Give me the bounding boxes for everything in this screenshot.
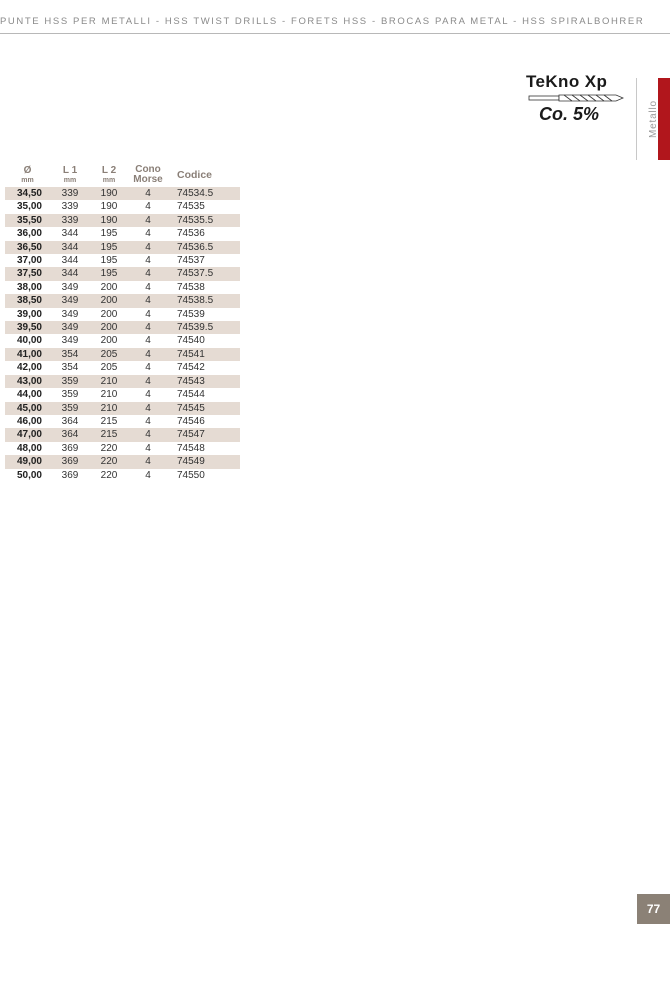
cell-cono: 4 bbox=[145, 201, 151, 213]
cell-dia: 35,00 bbox=[16, 201, 42, 213]
cell-code: 74539 bbox=[177, 308, 205, 320]
column-label: Ø bbox=[23, 165, 32, 176]
column-unit: mm bbox=[102, 177, 116, 184]
cell-l2: 205 bbox=[90, 348, 128, 361]
cell-l1: 364 bbox=[50, 428, 90, 441]
cell-code: 74537.5 bbox=[168, 267, 240, 280]
column-header-cono bbox=[128, 163, 168, 187]
cell-dia: 39,50 bbox=[5, 321, 50, 334]
column-header-diameter bbox=[5, 163, 50, 187]
cell-l1: 369 bbox=[61, 442, 79, 454]
cell-code: 74548 bbox=[177, 442, 205, 454]
cell-l1: 364 bbox=[61, 415, 79, 427]
cell-dia: 39,00 bbox=[16, 308, 42, 320]
cell-cono: 4 bbox=[128, 455, 168, 468]
cell-cono: 4 bbox=[128, 187, 168, 200]
twist-drill-icon bbox=[528, 93, 624, 103]
cell-l2: 220 bbox=[90, 455, 128, 468]
table-row bbox=[5, 267, 240, 280]
column-header-l2 bbox=[90, 163, 128, 187]
cell-dia: 45,00 bbox=[5, 402, 50, 415]
cell-l2: 215 bbox=[100, 415, 118, 427]
cell-l1: 359 bbox=[50, 375, 90, 388]
cell-code: 74543 bbox=[168, 375, 240, 388]
brand-subtitle: Co. 5% bbox=[539, 104, 600, 124]
cell-l2: 215 bbox=[90, 428, 128, 441]
cell-code: 74536 bbox=[177, 228, 205, 240]
cell-dia: 42,00 bbox=[16, 362, 42, 374]
table-row bbox=[5, 294, 240, 307]
cell-cono: 4 bbox=[128, 214, 168, 227]
cell-l1: 349 bbox=[61, 308, 79, 320]
cell-dia: 37,00 bbox=[16, 255, 42, 267]
cell-dia: 38,00 bbox=[16, 281, 42, 293]
cell-cono: 4 bbox=[145, 389, 151, 401]
table-row bbox=[5, 402, 240, 415]
cell-l1: 339 bbox=[50, 187, 90, 200]
table-row bbox=[5, 334, 240, 347]
cell-dia: 36,00 bbox=[16, 228, 42, 240]
cell-l1: 344 bbox=[61, 228, 79, 240]
table-row bbox=[5, 455, 240, 468]
cell-cono: 4 bbox=[145, 415, 151, 427]
table-row bbox=[5, 428, 240, 441]
cell-l1: 359 bbox=[50, 402, 90, 415]
cell-code: 74549 bbox=[168, 455, 240, 468]
cell-dia: 34,50 bbox=[5, 187, 50, 200]
cell-dia: 46,00 bbox=[16, 415, 42, 427]
cell-l2: 195 bbox=[100, 228, 118, 240]
cell-dia: 40,00 bbox=[16, 335, 42, 347]
cell-dia: 43,00 bbox=[5, 375, 50, 388]
cell-l1: 349 bbox=[61, 281, 79, 293]
cell-l2: 220 bbox=[100, 469, 118, 481]
cell-l1: 354 bbox=[61, 362, 79, 374]
column-unit: Morse bbox=[133, 174, 163, 185]
cell-cono: 4 bbox=[145, 308, 151, 320]
cell-code: 74536.5 bbox=[168, 241, 240, 254]
table-row bbox=[5, 227, 240, 240]
cell-code: 74538.5 bbox=[168, 294, 240, 307]
table-row bbox=[5, 214, 240, 227]
cell-l2: 210 bbox=[90, 402, 128, 415]
cell-code: 74542 bbox=[177, 362, 205, 374]
cell-l2: 200 bbox=[90, 321, 128, 334]
cell-l1: 344 bbox=[50, 241, 90, 254]
cell-dia: 49,00 bbox=[5, 455, 50, 468]
cell-l2: 190 bbox=[100, 201, 118, 213]
column-unit: mm bbox=[21, 177, 34, 184]
cell-cono: 4 bbox=[145, 469, 151, 481]
brand-name: TeKno Xp bbox=[526, 72, 608, 91]
cell-dia: 38,50 bbox=[5, 294, 50, 307]
table-row bbox=[5, 348, 240, 361]
cell-l2: 205 bbox=[100, 362, 118, 374]
table-row bbox=[5, 187, 240, 200]
cell-cono: 4 bbox=[128, 402, 168, 415]
table-row bbox=[5, 200, 240, 213]
cell-dia: 44,00 bbox=[16, 389, 42, 401]
cell-l1: 339 bbox=[61, 201, 79, 213]
cell-code: 74540 bbox=[177, 335, 205, 347]
column-header-codice: Codice bbox=[177, 168, 213, 181]
page-number: 77 bbox=[637, 894, 670, 924]
table-row bbox=[5, 442, 240, 455]
cell-l1: 359 bbox=[61, 389, 79, 401]
column-label: L 2 bbox=[101, 165, 117, 176]
table-row bbox=[5, 469, 240, 482]
cell-l2: 195 bbox=[90, 267, 128, 280]
cell-l2: 210 bbox=[90, 375, 128, 388]
cell-code: 74534.5 bbox=[168, 187, 240, 200]
cell-code: 74535 bbox=[177, 201, 205, 213]
cell-cono: 4 bbox=[145, 228, 151, 240]
cell-cono: 4 bbox=[145, 255, 151, 267]
column-unit: mm bbox=[63, 177, 77, 184]
page-header-title: PUNTE HSS PER METALLI - HSS TWIST DRILLS - FORETS HSS - BROCAS PARA METAL - HSS SPIRALBOHRER bbox=[0, 16, 645, 27]
cell-dia: 41,00 bbox=[5, 348, 50, 361]
table-row bbox=[5, 361, 240, 374]
cell-cono: 4 bbox=[128, 294, 168, 307]
cell-l1: 344 bbox=[61, 255, 79, 267]
cell-l1: 344 bbox=[50, 267, 90, 280]
cell-code: 74537 bbox=[177, 255, 205, 267]
cell-code: 74539.5 bbox=[168, 321, 240, 334]
cell-l1: 354 bbox=[50, 348, 90, 361]
table-row bbox=[5, 308, 240, 321]
cell-dia: 48,00 bbox=[16, 442, 42, 454]
cell-l2: 200 bbox=[100, 335, 118, 347]
header-divider bbox=[0, 33, 670, 34]
cell-l2: 195 bbox=[90, 241, 128, 254]
cell-code: 74545 bbox=[168, 402, 240, 415]
side-tab-accent bbox=[658, 78, 670, 160]
cell-dia: 35,50 bbox=[5, 214, 50, 227]
cell-code: 74544 bbox=[177, 389, 205, 401]
cell-l1: 369 bbox=[50, 455, 90, 468]
table-row bbox=[5, 375, 240, 388]
table-row bbox=[5, 388, 240, 401]
cell-cono: 4 bbox=[128, 428, 168, 441]
cell-cono: 4 bbox=[128, 375, 168, 388]
table-row bbox=[5, 321, 240, 334]
cell-cono: 4 bbox=[128, 348, 168, 361]
cell-dia: 37,50 bbox=[5, 267, 50, 280]
cell-l2: 195 bbox=[100, 255, 118, 267]
cell-dia: 36,50 bbox=[5, 241, 50, 254]
cell-l2: 200 bbox=[100, 308, 118, 320]
drill-spec-table bbox=[5, 163, 240, 482]
cell-l1: 339 bbox=[50, 214, 90, 227]
cell-l1: 349 bbox=[61, 335, 79, 347]
cell-cono: 4 bbox=[128, 321, 168, 334]
cell-l2: 200 bbox=[90, 294, 128, 307]
cell-cono: 4 bbox=[145, 335, 151, 347]
side-tab-label: Metallo bbox=[648, 100, 659, 138]
column-header-l1 bbox=[50, 163, 90, 187]
cell-l1: 349 bbox=[50, 294, 90, 307]
cell-cono: 4 bbox=[145, 442, 151, 454]
cell-code: 74538 bbox=[177, 281, 205, 293]
cell-code: 74550 bbox=[177, 469, 205, 481]
column-label: L 1 bbox=[62, 165, 78, 176]
column-label: Cono bbox=[135, 164, 161, 175]
cell-dia: 47,00 bbox=[5, 428, 50, 441]
cell-l2: 190 bbox=[90, 187, 128, 200]
cell-l1: 349 bbox=[50, 321, 90, 334]
cell-code: 74547 bbox=[168, 428, 240, 441]
cell-cono: 4 bbox=[128, 267, 168, 280]
table-row bbox=[5, 281, 240, 294]
table-header-row bbox=[5, 163, 240, 187]
table-body bbox=[5, 187, 240, 482]
cell-l2: 220 bbox=[100, 442, 118, 454]
table-row bbox=[5, 241, 240, 254]
cell-l2: 200 bbox=[100, 281, 118, 293]
cell-l2: 210 bbox=[100, 389, 118, 401]
cell-code: 74546 bbox=[177, 415, 205, 427]
cell-cono: 4 bbox=[145, 362, 151, 374]
cell-l1: 369 bbox=[61, 469, 79, 481]
cell-cono: 4 bbox=[128, 241, 168, 254]
cell-dia: 50,00 bbox=[16, 469, 42, 481]
cell-l2: 190 bbox=[90, 214, 128, 227]
table-row bbox=[5, 415, 240, 428]
cell-code: 74541 bbox=[168, 348, 240, 361]
cell-cono: 4 bbox=[145, 281, 151, 293]
cell-code: 74535.5 bbox=[168, 214, 240, 227]
table-row bbox=[5, 254, 240, 267]
